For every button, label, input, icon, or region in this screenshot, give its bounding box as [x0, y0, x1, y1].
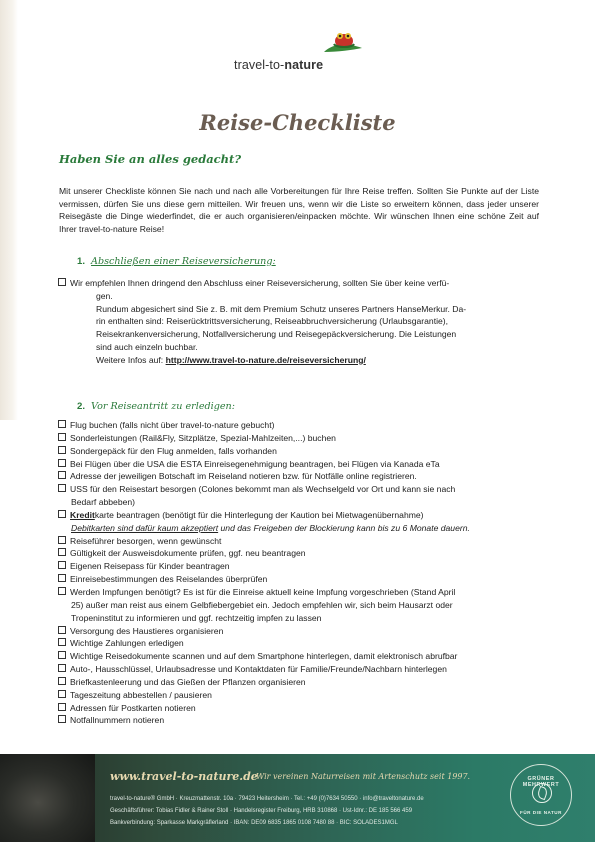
section-heading-before-travel: 2. Vor Reiseantritt zu erledigen:: [77, 401, 235, 412]
checkbox[interactable]: [58, 626, 66, 634]
frog-icon: [322, 30, 364, 60]
list-item: Flug buchen (falls nicht über travel-to-nature gebucht): [58, 419, 548, 432]
checklist: [58, 419, 548, 727]
list-item: Briefkastenleerung und das Gießen der Pflanzen organisieren: [58, 676, 548, 689]
checkbox[interactable]: [58, 459, 66, 467]
green-value-badge: GRÜNER MEHRWERT FÜR DIE NATUR: [510, 764, 572, 826]
footer-website-link[interactable]: www.travel-to-nature.de: [110, 770, 258, 783]
page-subtitle: Haben Sie an alles gedacht?: [59, 152, 242, 166]
checkbox[interactable]: [58, 471, 66, 479]
intro-paragraph: Mit unserer Checkliste können Sie nach und nach alle Vorbereitungen für Ihre Reise treffen. Sollten Sie Punkte auf der Liste vermissen, dürfen Sie uns diese gern mitteilen. Wir freuen uns, wenn wir die Liste so erweitern können, dass jeder unserer Reisegäste die Dinge wiederfindet, die er auch organisieren/einpacken möchte. Wir wünschen Ihnen eine schöne Zeit auf Ihrer travel-to-nature Reise!: [59, 186, 539, 234]
list-item: Einreisebestimmungen des Reiselandes überprüfen: [58, 573, 548, 586]
list-item: Gültigkeit der Ausweisdokumente prüfen, ggf. neu beantragen: [58, 547, 548, 560]
checkbox[interactable]: [58, 664, 66, 672]
list-item: Bei Flügen über die USA die ESTA Einreisegenehmigung beantragen, bei Flügen via Kanada eTa: [58, 458, 548, 471]
insurance-paragraph: Wir empfehlen Ihnen dringend den Abschluss einer Reiseversicherung, sollten Sie über keine verfü- gen. Rundum abgesichert sind Sie z. B. mit dem Premium Schutz unseres Partners HanseMerkur. Da- rin enthalten sind: Reiserücktrittsversicherung, Reiseabbruchversicherung (Urlaubsgarantie), Reisekrankenversicherung, Notfallversicherung und Reisegepäckversicherung. Die Leistungen sind auch einzeln buchbar. Weitere Infos auf: http://www.travel-to-nature.de/reiseversicherung/: [58, 277, 538, 367]
checkbox[interactable]: [58, 510, 66, 518]
checkbox[interactable]: [58, 587, 66, 595]
list-item: Auto-, Hausschlüssel, Urlaubsadresse und Kontaktdaten für Familie/Freunde/Nachbarn hinterlegen: [58, 663, 548, 676]
list-item: Tageszeitung abbestellen / pausieren: [58, 689, 548, 702]
list-item: Sondergepäck für den Flug anmelden, falls vorhanden: [58, 445, 548, 458]
leaf-icon: [532, 783, 552, 803]
footer-banner: [0, 754, 595, 842]
brand-wordmark: travel-to-nature: [234, 58, 324, 72]
brand-logo[interactable]: [234, 28, 364, 74]
list-item: Notfallnummern notieren: [58, 714, 548, 727]
list-item: Wichtige Zahlungen erledigen: [58, 637, 548, 650]
list-item-continuation: Bedarf abbeben): [71, 497, 136, 508]
paper-texture: [0, 0, 18, 420]
checkbox[interactable]: [58, 690, 66, 698]
footer-company-line: travel-to-nature® GmbH · Kreuzmattenstr. 10a · 79423 Heitersheim · Tel.: +49 (0)7634 50550 · info@traveltonature.de: [110, 796, 424, 802]
list-item: Adressen für Postkarten notieren: [58, 702, 548, 715]
checkbox[interactable]: [58, 651, 66, 659]
checkbox[interactable]: [58, 278, 66, 286]
insurance-link[interactable]: http://www.travel-to-nature.de/reiseversicherung/: [165, 354, 366, 365]
footer-bank-line: Bankverbindung: Sparkasse Markgräflerland · IBAN: DE09 6835 1865 0108 7480 88 · BIC: SOLADES1MGL: [110, 820, 398, 826]
checkbox[interactable]: [58, 703, 66, 711]
footer-slogan: Wir vereinen Naturreisen mit Artenschutz seit 1997.: [256, 772, 471, 781]
list-item: Wichtige Reisedokumente scannen und auf dem Smartphone hinterlegen, damit elektronisch abrufbar: [58, 650, 548, 663]
checkbox[interactable]: [58, 548, 66, 556]
list-item: Adresse der jeweiligen Botschaft im Reiseland notieren bzw. für Notfälle online registrieren.: [58, 470, 548, 483]
list-item-continuation: 25) außer man reist aus einem Gelbfiebergebiet ein. Jedoch empfehlen wir, sich beim Hausarzt oder: [71, 599, 453, 610]
checkbox[interactable]: [58, 484, 66, 492]
list-item: Werden Impfungen benötigt? Es ist für die Einreise aktuell keine Impfung vorgeschrieben (Stand April: [58, 586, 548, 599]
checkbox[interactable]: [58, 677, 66, 685]
list-item: Versorgung des Haustieres organisieren: [58, 625, 548, 638]
gorilla-photo: [0, 754, 95, 842]
list-item: Reiseführer besorgen, wenn gewünscht: [58, 535, 548, 548]
list-item: Sonderleistungen (Rail&Fly, Sitzplätze, Spezial-Mahlzeiten,...) buchen: [58, 432, 548, 445]
page-title: Reise-Checkliste: [199, 110, 396, 135]
credit-card-note: Debitkarten sind dafür kaum akzeptiert und das Freigeben der Blockierung kann bis zu 6 Monate dauern.: [71, 522, 470, 533]
list-item: Eigenen Reisepass für Kinder beantragen: [58, 560, 548, 573]
checkbox[interactable]: [58, 715, 66, 723]
list-item-continuation: Tropeninstitut zu informieren und ggf. rechtzeitig impfen zu lassen: [71, 612, 322, 623]
list-item: USS für den Reisestart besorgen (Colones bekommt man als Wechselgeld vor Ort und kann sie nach: [58, 483, 548, 496]
checkbox[interactable]: [58, 446, 66, 454]
checkbox[interactable]: [58, 574, 66, 582]
checkbox[interactable]: [58, 638, 66, 646]
list-item: Kreditkarte beantragen (benötigt für die Hinterlegung der Kaution bei Mietwagenübernahme): [58, 509, 548, 522]
checkbox[interactable]: [58, 561, 66, 569]
checkbox[interactable]: [58, 536, 66, 544]
footer-registry-line: Geschäftsführer: Tobias Fidler & Rainer Stoll · Handelsregister Freiburg, HRB 310868 · Ust-Idnr.: DE 185 566 459: [110, 808, 413, 814]
checkbox[interactable]: [58, 433, 66, 441]
section-heading-insurance: 1. Abschließen einer Reiseversicherung:: [77, 256, 276, 267]
checkbox[interactable]: [58, 420, 66, 428]
